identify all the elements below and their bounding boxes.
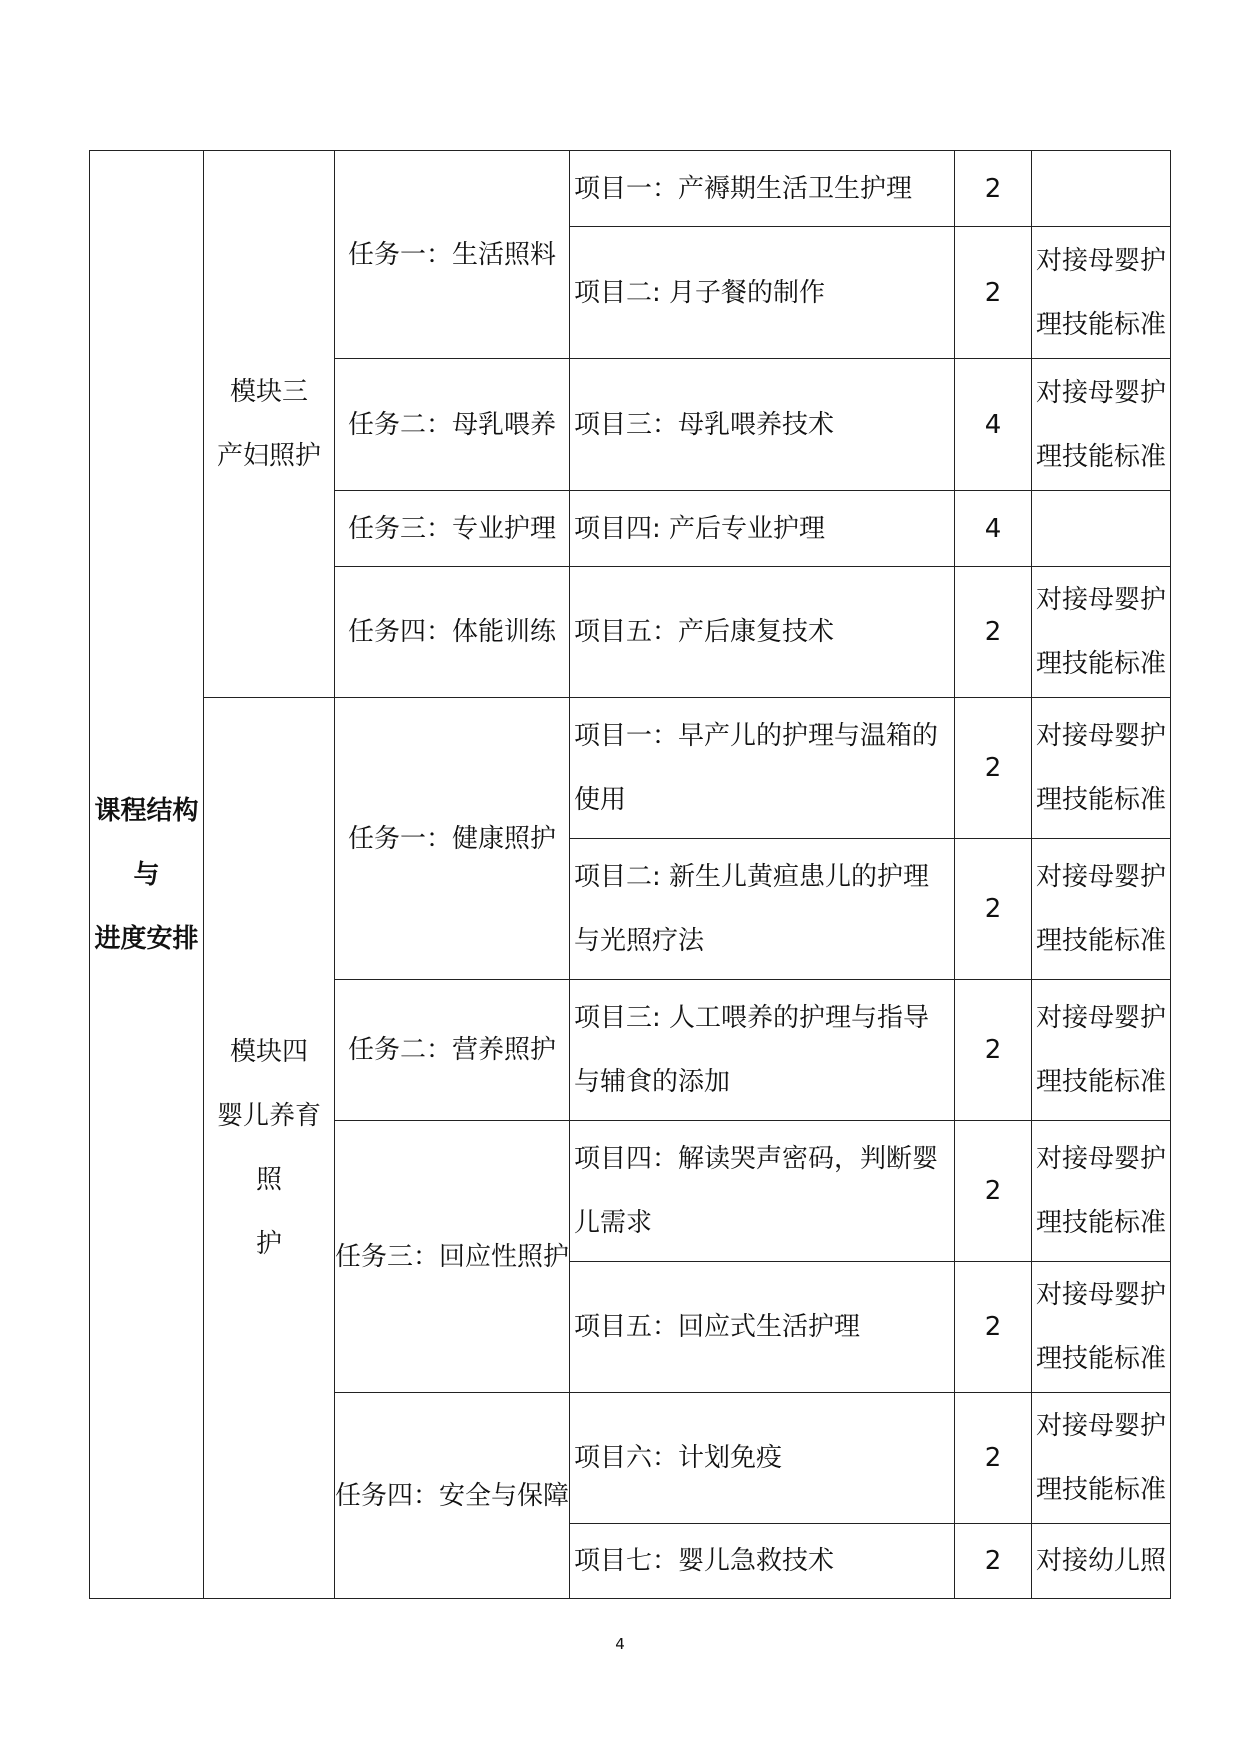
module-title-line: 护 xyxy=(255,1229,282,1259)
task-cell: 任务四：体能训练 xyxy=(335,567,570,698)
project-cell: 项目四：解读哭声密码，判断婴儿需求 xyxy=(570,1121,955,1262)
hours-cell: 2 xyxy=(955,1393,1032,1524)
module-title-line: 模块四 xyxy=(229,1037,308,1067)
task-cell: 任务三：专业护理 xyxy=(335,491,570,567)
section-label-line: 与 xyxy=(133,859,160,890)
section-label-cell xyxy=(90,151,204,1599)
section-label-line: 进度安排 xyxy=(94,923,199,954)
module-title-line: 产妇照护 xyxy=(216,441,321,471)
module-cell xyxy=(204,698,335,1599)
module-title-line: 婴儿养育照 xyxy=(216,1101,321,1195)
project-cell: 项目一：产褥期生活卫生护理 xyxy=(570,151,955,227)
standard-cell: 对接母婴护理技能标准 xyxy=(1032,567,1171,698)
task-cell: 任务二：母乳喂养 xyxy=(335,359,570,491)
hours-cell: 2 xyxy=(955,567,1032,698)
hours-cell: 2 xyxy=(955,1121,1032,1262)
hours-cell: 4 xyxy=(955,491,1032,567)
project-cell: 项目三: 人工喂养的护理与指导与辅食的添加 xyxy=(570,980,955,1121)
project-cell: 项目一：早产儿的护理与温箱的使用 xyxy=(570,698,955,839)
project-cell: 项目五：回应式生活护理 xyxy=(570,1262,955,1393)
standard-cell: 对接母婴护理技能标准 xyxy=(1032,1393,1171,1524)
standard-cell: 对接母婴护理技能标准 xyxy=(1032,1121,1171,1262)
curriculum-table xyxy=(89,150,1171,1599)
standard-cell: 对接母婴护理技能标准 xyxy=(1032,839,1171,980)
project-cell: 项目七：婴儿急救技术 xyxy=(570,1524,955,1599)
standard-cell: 对接幼儿照 xyxy=(1032,1524,1171,1599)
hours-cell: 2 xyxy=(955,227,1032,359)
standard-cell: 对接母婴护理技能标准 xyxy=(1032,227,1171,359)
project-cell: 项目五：产后康复技术 xyxy=(570,567,955,698)
standard-cell xyxy=(1032,151,1171,227)
hours-cell: 2 xyxy=(955,151,1032,227)
project-cell: 项目四: 产后专业护理 xyxy=(570,491,955,567)
task-cell: 任务四：安全与保障 xyxy=(335,1393,570,1599)
standard-cell: 对接母婴护理技能标准 xyxy=(1032,359,1171,491)
module-cell xyxy=(204,151,335,698)
task-cell: 任务三：回应性照护 xyxy=(335,1121,570,1393)
module-title-line: 模块三 xyxy=(229,377,308,407)
task-cell: 任务二：营养照护 xyxy=(335,980,570,1121)
hours-cell: 2 xyxy=(955,980,1032,1121)
standard-cell: 对接母婴护理技能标准 xyxy=(1032,980,1171,1121)
hours-cell: 2 xyxy=(955,839,1032,980)
project-cell: 项目三：母乳喂养技术 xyxy=(570,359,955,491)
standard-cell: 对接母婴护理技能标准 xyxy=(1032,1262,1171,1393)
page-number: 4 xyxy=(615,1635,625,1653)
project-cell: 项目六：计划免疫 xyxy=(570,1393,955,1524)
hours-cell: 2 xyxy=(955,1524,1032,1599)
project-cell: 项目二: 月子餐的制作 xyxy=(570,227,955,359)
task-cell: 任务一：健康照护 xyxy=(335,698,570,980)
project-cell: 项目二: 新生儿黄疸患儿的护理与光照疗法 xyxy=(570,839,955,980)
task-cell: 任务一：生活照料 xyxy=(335,151,570,359)
hours-cell: 4 xyxy=(955,359,1032,491)
standard-cell xyxy=(1032,491,1171,567)
standard-cell: 对接母婴护理技能标准 xyxy=(1032,698,1171,839)
section-label-line: 课程结构 xyxy=(94,795,199,826)
hours-cell: 2 xyxy=(955,1262,1032,1393)
hours-cell: 2 xyxy=(955,698,1032,839)
